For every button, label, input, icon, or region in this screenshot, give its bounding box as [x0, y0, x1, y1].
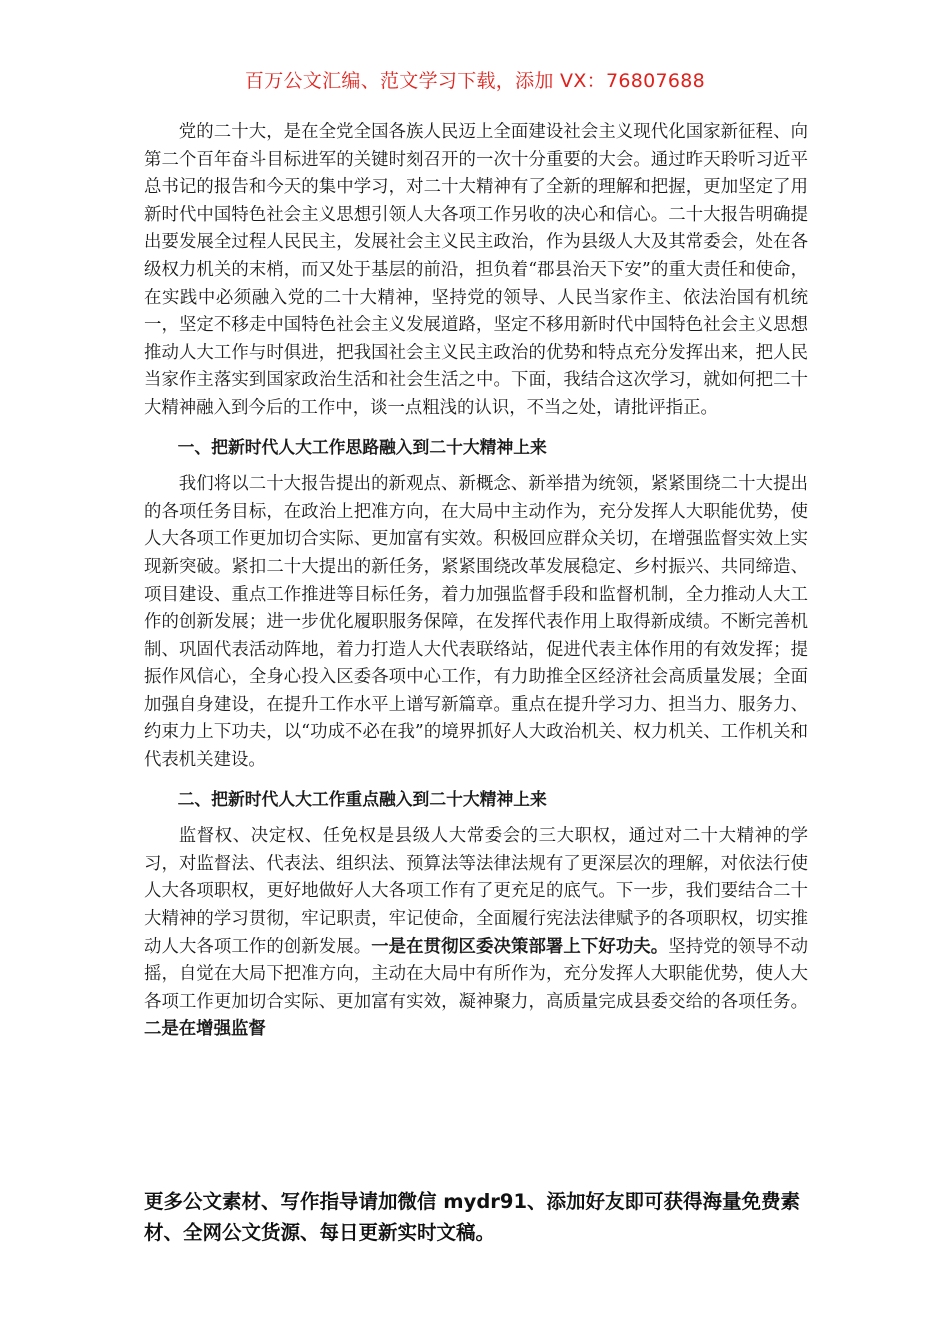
section-2-text-a: 监督权、决定权、任免权是县级人大常委会的三大职权，通过对二十大精神的学习，对监督法、代表法、组织法、预算法等法律法规有了更深层次的理解，对依法行使人大各项职权，更好地做好人大各项工作有了更充足的底气。下一步，我们要结合二十大精神的学习贯彻，牢记职责，牢记使命，全面履行宪法法律赋予的各项职权，切实推动人大各项工作的创新发展。 — [144, 826, 808, 957]
section-2-heading: 二、把新时代人大工作重点融入到二十大精神上来 — [177, 788, 547, 809]
footer-promo: 更多公文素材、写作指导请加微信 mydr91、添加好友即可获得海量免费素材、全网公文货源、每日更新实时文稿。 — [144, 1190, 801, 1244]
intro-paragraph: 党的二十大，是在全党全国各族人民迈上全面建设社会主义现代化国家新征程、向第二个百年奋斗目标进军的关键时刻召开的一次十分重要的大会。通过昨天聆听习近平总书记的报告和今天的集中学习，对二十大精神有了全新的理解和把握，更加坚定了用新时代中国特色社会主义思想引领人大各项工作另收的决心和信心。二十大报告明确提出要发展全过程人民民主，发展社会主义民主政治，作为县级人大及其常委会，处在各级权力机关的末梢，而又处于基层的前沿，担负着“郡县治天下安”的重大责任和使命，在实践中必须融入党的二十大精神，坚持党的领导、人民当家作主、依法治国有机统一，坚定不移走中国特色社会主义发展道路，坚定不移用新时代中国特色社会主义思想推动人大工作与时俱进，把我国社会主义民主政治的优势和特点充分发挥出来，把人民当家作主落实到国家政治生活和社会生活之中。下面，我结合这次学习，就如何把二十大精神融入到今后的工作中，谈一点粗浅的认识，不当之处，请批评指正。 — [144, 122, 808, 418]
document-body — [144, 119, 808, 1044]
section-1-paragraph: 我们将以二十大报告提出的新观点、新概念、新举措为统领，紧紧围绕二十大提出的各项任务目标，在政治上把准方向，在大局中主动作为，充分发挥人大职能优势，使人大各项工作更加切合实际、更加富有实效。积极回应群众关切，在增强监督实效上实现新突破。紧扣二十大提出的新任务，紧紧围绕改革发展稳定、乡村振兴、共同缔造、项目建设、重点工作推进等目标任务，着力加强监督手段和监督机制，全力推动人大工作的创新发展；进一步优化履职服务保障，在发挥代表作用上取得新成绩。不断完善机制、巩固代表活动阵地，着力打造人大代表联络站，促进代表主体作用的有效发挥；提振作风信心，全身心投入区委各项中心工作，有力助推全区经济社会高质量发展；全面加强自身建设，在提升工作水平上谱写新篇章。重点在提升学习力、担当力、服务力、约束力上下功夫，以“功成不必在我”的境界抓好人大政治机关、权力机关、工作机关和代表机关建设。 — [144, 474, 808, 771]
section-1-heading: 一、把新时代人大工作思路融入到二十大精神上来 — [177, 436, 547, 457]
header-banner: 百万公文汇编、范文学习下载，添加 VX：76807688 — [244, 70, 706, 92]
section-2-paragraph — [144, 823, 808, 1044]
section-2-emphasis-2: 二是在增强监督 — [144, 1019, 266, 1040]
section-2-emphasis-1: 一是在贯彻区委决策部署上下好功夫。 — [371, 936, 669, 957]
section-2-text-b: 坚持党的领导不动摇，自觉在大局下把准方向，主动在大局中有所作为，充分发挥人大职能优势，使人大各项工作更加切合实际、更加富有实效，凝神聚力，高质量完成县委交给的各项任务。 — [144, 936, 808, 1012]
